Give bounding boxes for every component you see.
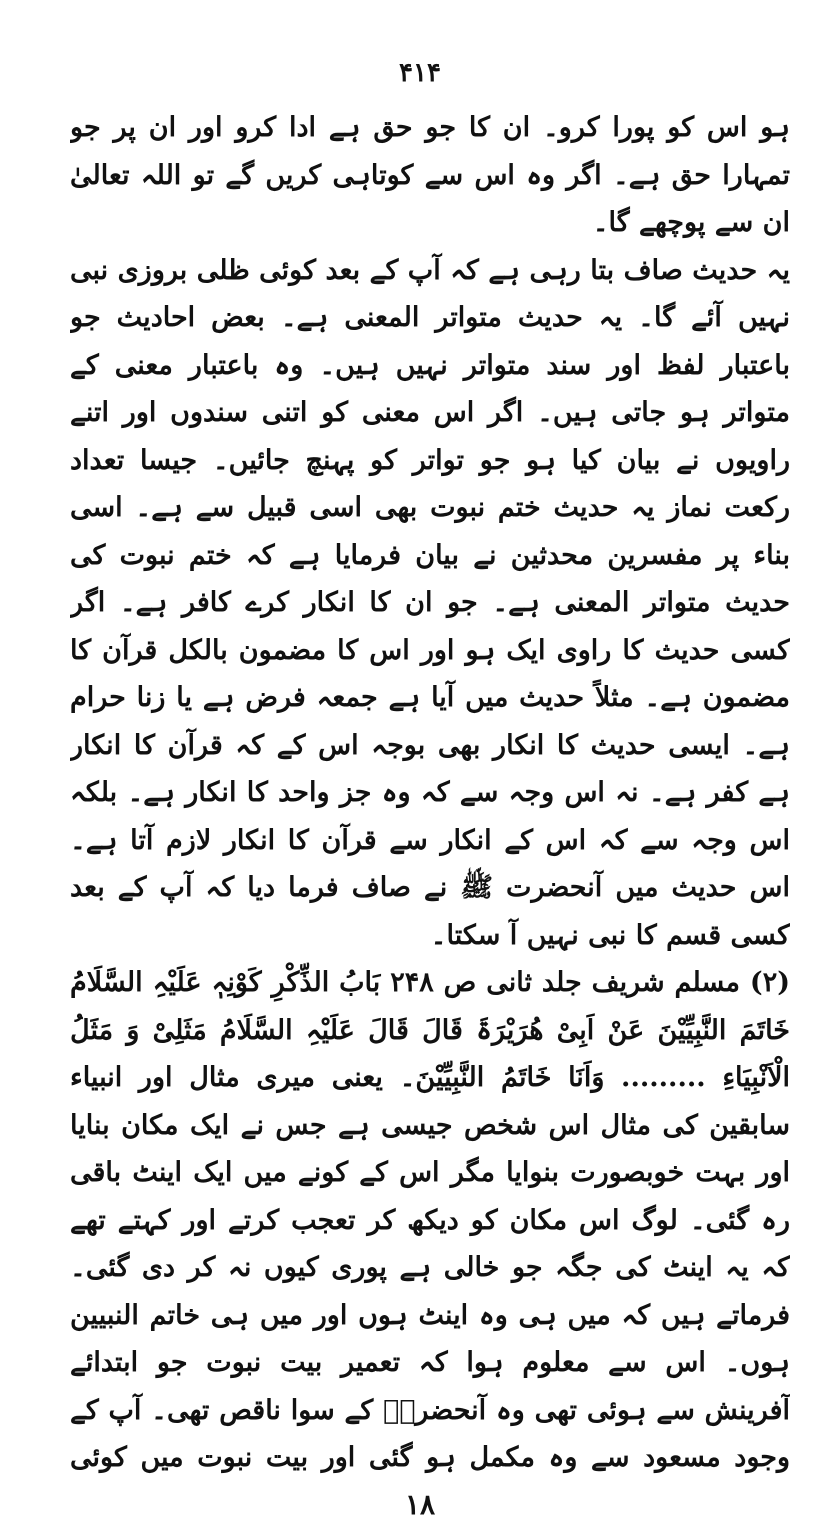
paragraph-1: ہو اس کو پورا کرو۔ ان کا جو حق ہے ادا کرو اور ان پر جو تمہارا حق ہے۔ اگر وہ اس سے کوتاہی کریں گے تو اللہ تعالیٰ ان سے پوچھے گا۔ xyxy=(70,112,790,238)
body-text xyxy=(70,104,790,1474)
paragraph-2: یہ حدیث صاف بتا رہی ہے کہ آپ کے بعد کوئی ظلی بروزی نبی نہیں آئے گا۔ یہ حدیث متواتر المعنی ہے۔ بعض احادیث جو باعتبار لفظ اور سند متواتر نہیں ہیں۔ وہ باعتبار معنی کے متواتر ہو جاتی ہیں۔ اگر اس معنی کو اتنی سندوں اور اتنے راویوں نے بیان کیا ہو جو تواتر کو پہنچ جائیں۔ جیسا تعداد رکعت نماز یہ حدیث ختم نبوت بھی اسی قبیل سے ہے۔ اسی بناء پر مفسرین محدثین نے بیان فرمایا ہے کہ ختم نبوت کی حدیث متواتر المعنی ہے۔ جو ان کا انکار کرے کافر ہے۔ اگر کسی حدیث کا راوی ایک ہو اور اس کا مضمون بالکل قرآن کا مضمون ہے۔ مثلاً حدیث میں آیا ہے جمعہ فرض ہے یا زنا حرام ہے۔ ایسی حدیث کا انکار بھی بوجہ اس کے کہ قرآن کا انکار ہے کفر ہے۔ نہ اس وجہ سے کہ وہ جز واحد کا انکار ہے۔ بلکہ اس وجہ سے کہ اس کے انکار سے قرآن کا انکار لازم آتا ہے۔ اس حدیث میں آنحضرت ﷺ نے صاف فرما دیا کہ آپ کے بعد کسی قسم کا نبی نہیں آ سکتا۔ xyxy=(70,254,790,951)
page-number-top: ۴۱۴ xyxy=(399,58,441,88)
paragraph-3: (۲) مسلم شریف جلد ثانی ص ۲۴۸ بَابُ الذِّکْرِ کَوْنِہٖ عَلَیْہِ السَّلَامُ خَاتَمَ النَّبِیِّیْنَ عَنْ اَبِیْ ھُرَیْرَۃَ قَالَ قَالَ عَلَیْہِ السَّلَامُ مَثَلِیْ وَ مَثَلُ الْاَنْبِیَاءِ ......... وَاَنَا خَاتَمُ النَّبِیِّیْنَ۔ یعنی میری مثال اور انبیاء سابقین کی مثال اس شخص جیسی ہے جس نے ایک مکان بنایا اور بہت خوبصورت بنوایا مگر اس کے کونے میں ایک اینٹ باقی رہ گئی۔ لوگ اس مکان کو دیکھ کر تعجب کرتے اور کہتے تھے کہ یہ اینٹ کی جگہ جو خالی ہے پوری کیوں نہ کر دی گئی۔ فرماتے ہیں کہ میں ہی وہ اینٹ ہوں اور میں ہی خاتم النبیین ہوں۔ اس سے معلوم ہوا کہ تعمیر بیت نبوت جو ابتدائے آفرینش سے ہوئی تھی وہ آنحضرتؐ کے سوا ناقص تھی۔ آپ کے وجود مسعود سے وہ مکمل ہو گئی اور بیت نبوت میں کوئی xyxy=(70,967,790,1473)
page-number-bottom: ۱۸ xyxy=(404,1488,436,1521)
